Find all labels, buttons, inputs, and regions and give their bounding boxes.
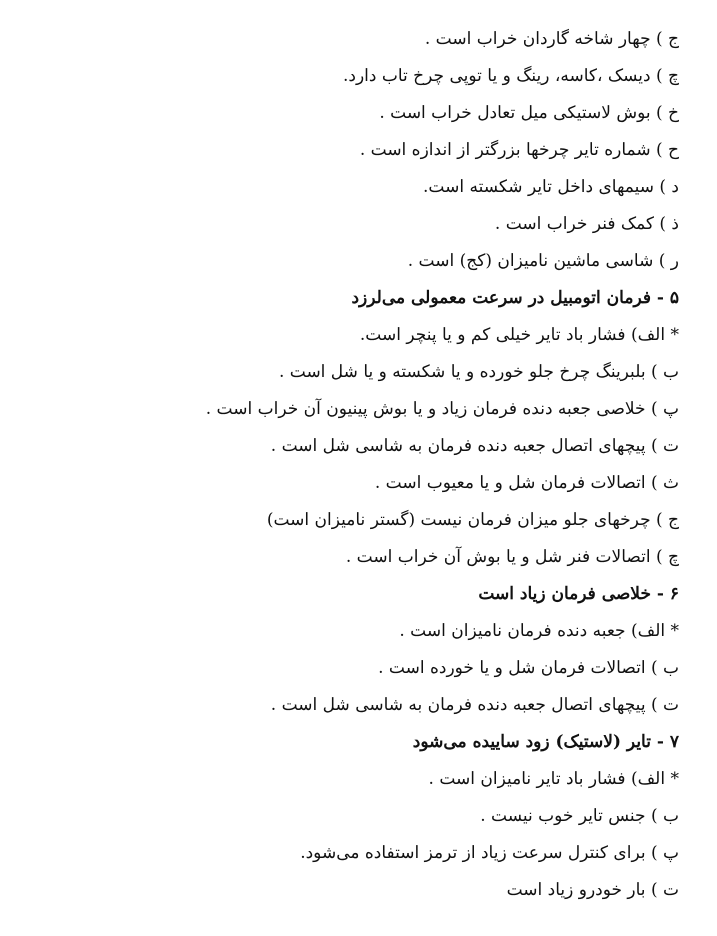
item-line: ح ) شماره تایر چرخها بزرگتر از اندازه است . [359, 140, 679, 160]
item-line: ت ) پیچهای اتصال جعبه دنده فرمان به شاسی شل است . [270, 695, 679, 715]
section-heading: ۵ - فرمان اتومبیل در سرعت معمولی می‌لرزد [351, 288, 679, 308]
item-line: ب ) بلبرینگ چرخ جلو خورده و یا شکسته و یا شل است . [278, 362, 679, 382]
item-line: ج ) چرخهای جلو میزان فرمان نیست (گستر نامیزان است) [266, 510, 679, 530]
item-line: ذ ) کمک فنر خراب است . [494, 214, 679, 234]
item-line: ث ) اتصالات فرمان شل و یا معیوب است . [374, 473, 679, 493]
item-line: چ ) دیسک ،کاسه، رینگ و یا توپی چرخ تاب دارد. [342, 66, 679, 86]
item-line: ب ) اتصالات فرمان شل و یا خورده است . [378, 658, 679, 678]
section-heading: ۶ - خلاصی فرمان زیاد است [478, 584, 679, 604]
item-line: ب ) جنس تایر خوب نیست . [480, 806, 679, 826]
item-line: پ ) خلاصی جعبه دنده فرمان زیاد و یا بوش پینیون آن خراب است . [205, 399, 679, 419]
item-line: * الف) فشار باد تایر نامیزان است . [428, 769, 679, 789]
item-line: ج ) چهار شاخه گاردان خراب است . [424, 29, 679, 49]
item-line: ر ) شاسی ماشین نامیزان (کج) است . [407, 251, 679, 271]
item-line: خ ) بوش لاستیکی میل تعادل خراب است . [379, 103, 679, 123]
item-line: * الف) فشار باد تایر خیلی کم و یا پنچر است. [359, 325, 679, 345]
item-line: پ ) برای کنترل سرعت زیاد از ترمز استفاده می‌شود. [300, 843, 679, 863]
item-line: * الف) جعبه دنده فرمان نامیزان است . [399, 621, 679, 641]
item-line: ت ) پیچهای اتصال جعبه دنده فرمان به شاسی شل است . [270, 436, 679, 456]
item-line: ت ) بار خودرو زیاد است [506, 880, 679, 900]
item-line: چ ) اتصالات فنر شل و یا بوش آن خراب است . [345, 547, 679, 567]
section-heading: ۷ - تایر (لاستیک) زود ساییده می‌شود [412, 732, 679, 752]
item-line: د ) سیمهای داخل تایر شکسته است. [423, 177, 679, 197]
